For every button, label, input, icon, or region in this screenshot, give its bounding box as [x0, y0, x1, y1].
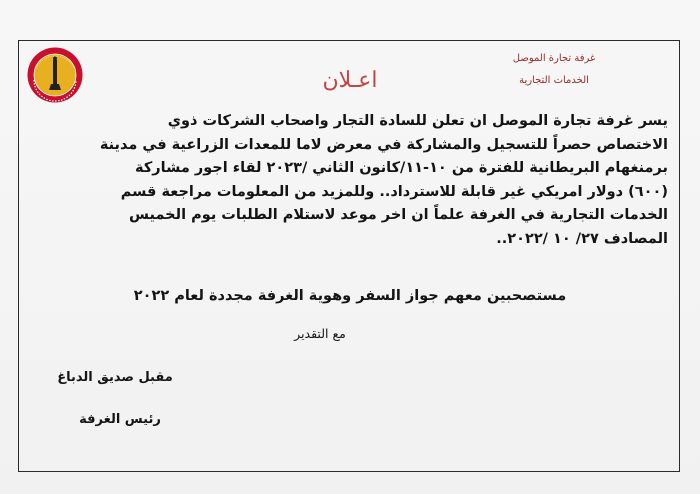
announcement-title: اعـلان	[322, 68, 378, 93]
body-line: المصادف ٢٧/ ١٠ /٢٠٢٢..	[496, 230, 668, 247]
department-line-2: الخدمات التجارية	[519, 75, 589, 86]
body-line: برمنغهام البريطانية للفترة من ١٠-١١/كانون الثاني /٢٠٢٣ لقاء اجور مشاركة	[135, 160, 668, 176]
chamber-seal-icon	[26, 46, 84, 104]
department-header	[506, 48, 602, 92]
signatory-title: رئيس الغرفة	[79, 412, 161, 427]
body-line: الخدمات التجارية في الغرفة علماً ان اخر موعد لاستلام الطلبات يوم الخميس	[129, 207, 668, 223]
chamber-logo	[26, 46, 84, 104]
body-line: الاختصاص حصراً للتسجيل والمشاركة في معرض لاما للمعدات الزراعية في مدينة	[99, 136, 668, 153]
body-line: يسر غرفة تجارة الموصل ان تعلن للسادة التجار واصحاب الشركات ذوي	[167, 113, 668, 129]
announcement-body	[56, 110, 668, 251]
document-border	[18, 40, 680, 472]
requirements-note: مستصحبين معهم جواز السفر وهوية الغرفة مجددة لعام ٢٠٢٢	[133, 288, 567, 304]
body-line: (٦٠٠) دولار امريكي غير قابلة للاسترداد.. وللمزيد من المعلومات مراجعة قسم	[120, 183, 668, 200]
department-line-1: غرفة تجارة الموصل	[512, 53, 596, 64]
signatory-name: مقبل صديق الدباغ	[57, 370, 173, 385]
closing-regards: مع التقدير	[294, 326, 346, 341]
